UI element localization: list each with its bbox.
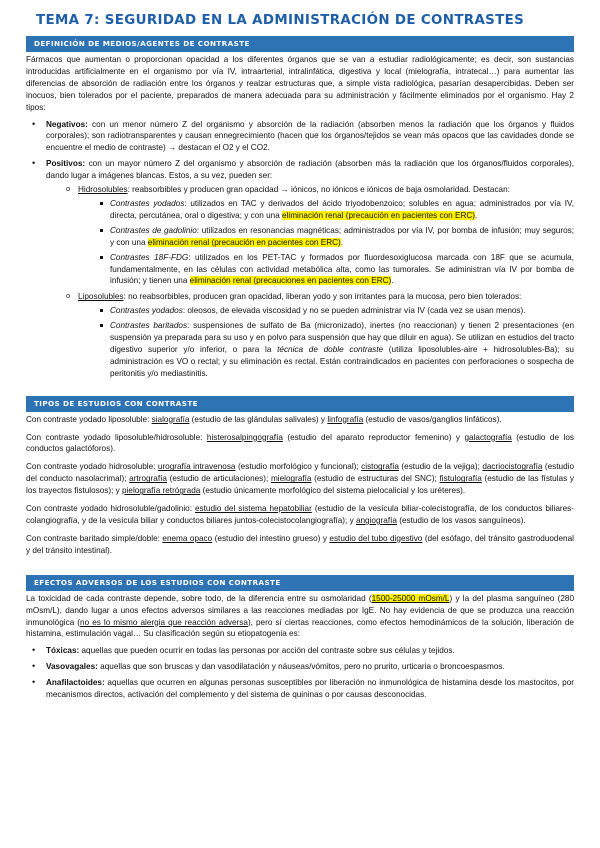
desc: (estudio de las glándulas salivales) y (189, 414, 328, 424)
desc: (estudio de la vejiga); (398, 462, 483, 472)
text-end: . (391, 276, 394, 286)
liposolubles-sublist (78, 305, 574, 379)
study-term: fistulografía (439, 474, 482, 484)
term: Contrastes yodados (110, 306, 183, 316)
term: Contrastes baritados (110, 321, 188, 331)
term-doble-contraste: técnica de doble contraste (277, 344, 384, 354)
page-title: TEMA 7: SEGURIDAD EN LA ADMINISTRACIÓN DE CONTRASTES (36, 13, 525, 28)
list-item (96, 252, 574, 288)
desc: (estudio morfológico y funcional); (235, 462, 362, 472)
text-end: . (340, 237, 344, 247)
highlight: eliminación renal (precaución en pacientes con ERC) (147, 237, 341, 247)
term: Contrastes de gadolinio (110, 225, 197, 235)
list-item (96, 225, 574, 249)
list-item (96, 305, 574, 317)
study-term: angiografía (355, 516, 397, 525)
text: : oleosos, de elevada viscosidad y no se pueden administrar vía IV (cada vez se usan menos). (182, 306, 526, 316)
term: Tóxicas: (46, 646, 80, 656)
highlight: eliminación renal (precaución en pacientes con ERC) (282, 210, 476, 220)
term: Vasovagales: (46, 662, 98, 672)
text: : utilizados en resonancias magnéticas; administrados por vía IV, por bomba de infusión; muy seguros; y con una (110, 225, 574, 247)
section-header-definicion: DEFINICIÓN DE MEDIOS/AGENTES DE CONTRASTE (26, 36, 574, 52)
study-paragraph (26, 461, 574, 497)
text-end: . (475, 210, 478, 220)
underlined-note: no es lo mismo alergia que reacción adversa (80, 617, 248, 627)
study-paragraph (26, 414, 574, 426)
list-item (26, 661, 574, 673)
text-hidrosolubles: : reabsorbibles y producen gran opacidad → iónicos, no iónicos e iónicos de baja osmolaridad. Destacan: (127, 185, 510, 195)
desc: (del esófago, del tránsito gastroduodenal y del tránsito intestinal). (26, 533, 574, 555)
desc: (estudio de estructuras del SNC); (311, 474, 440, 484)
positivos-sublist (46, 184, 574, 380)
hidrosolubles-sublist (78, 198, 574, 287)
study-paragraph (26, 432, 574, 456)
list-item-liposolubles (62, 291, 574, 379)
desc: (estudio del intestino grueso) y (212, 533, 330, 543)
list-item (96, 320, 574, 380)
study-term: galactografía (464, 432, 512, 442)
desc: (estudio de los vasos sanguíneos). (396, 516, 526, 525)
study-term: linfografía (327, 414, 364, 424)
lead: Con contraste yodado liposoluble/hidrosoluble: (26, 432, 207, 442)
desc: (estudio de las fístulas y los trayectos fistulosos); y (26, 474, 574, 496)
text: ), pero sí ciertas reacciones, como efectos hemodinámicos de la solución, liberación de histamina, estimulación vagal… Su clasificación según su etiopatogenia es: (26, 617, 574, 639)
section-header-tipos: TIPOS DE ESTUDIOS CON CONTRASTE (26, 396, 574, 412)
desc: (estudio de los conductos galactóforos). (26, 432, 574, 454)
study-term: dacriocistografía (482, 462, 543, 472)
study-term: sialografía (151, 414, 190, 424)
desc: (estudio de articulaciones); (166, 474, 271, 484)
text-negativos: con un menor número Z del organismo y absorción de la radiación (absorben menos la radiación que los órganos y fluidos corporales); son radiotransparentes y causan ennegrecimiento (hacen que los órganos/tejidos se vean más opacos que las cavidades donde se encuentre el medio de contraste) → destacan el O2 y el CO2. (46, 119, 574, 153)
lead: Con contraste yodado hidrosoluble: (26, 462, 158, 472)
text-positivos: con un mayor número Z del organismo y absorción de radiación (absorben más la radiación que los órganos/fluidos corporales), dando lugar a imágenes blancas. Estos, a su vez, pueden ser: (46, 159, 574, 181)
contrast-types-list (26, 119, 574, 380)
definition-paragraph: Fármacos que aumentan o proporcionan opacidad a los diferentes órganos que se van a estudiar radiológicamente; es decir, son sustancias introducidas artificialmente en el organismo por vía IV, intraarterial, intralinfática, digestiva y local (mielografía, intratecal…) para aumentar las diferencias de absorción de radiación entre los órganos y realzar estructuras que, a simple vista radiológica, pasarían desapercibidas. Deben ser inocuos, bien tolerados por el paciente, preparados de manera adecuada para su administración y fácilmente eliminados por el organismo. Hay 2 tipos: (26, 55, 574, 112)
desc: (estudio únicamente morfológico del sistema pielocalicial y los uréteres). (200, 486, 466, 496)
term-hidrosolubles: Hidrosolubles (78, 185, 128, 195)
term: Anafilactoides: (46, 678, 105, 688)
section-tipos (26, 396, 574, 557)
study-paragraph (26, 533, 574, 557)
study-term: urografía intravenosa (157, 462, 236, 472)
reactions-list (26, 645, 574, 701)
text: : utilizados en TAC y derivados del ácido triyodobenzoico; solubles en agua; administrados por vía IV, directa, percutánea, oral o digestiva; y con una (110, 198, 574, 220)
study-term: pielografía retrógrada (122, 486, 201, 496)
desc: (estudio de vasos/ganglios linfáticos). (363, 414, 502, 424)
study-term: estudio del sistema hepatobiliar (194, 504, 312, 514)
study-term: cistografía (361, 462, 399, 472)
desc: (estudio del aparato reproductor femenino) y (282, 432, 465, 442)
highlight: 1500-25000 mOsm/L (371, 593, 450, 603)
text: : suspensiones de sulfato de Ba (micronizado), inertes (no reaccionan) y tienen 2 presentaciones (en suspensión ya preparada para su uso y en polvo para suspensión que hay que diluir en agua). Se utilizan en estudios del tracto digestivo superior y/o inferior, o para la (110, 321, 575, 354)
term-positivos: Positivos: (46, 159, 86, 169)
study-term: artrografía (129, 474, 167, 484)
text: aquellas que ocurren en algunas personas susceptibles por liberación no inmunológica de histamina desde los mastocitos, por mecanismos directos, activación del complemento y del sistema de quininas o por causas desconocidas. (46, 678, 574, 700)
text: aquellas que pueden ocurrir en todas las personas por acción del contraste sobre sus células y tejidos. (79, 646, 455, 656)
list-item-hidrosolubles (62, 184, 574, 287)
text-liposolubles: : no reabsorbibles, producen gran opacidad, liberan yodo y son irritantes para la mucosa, pero bien tolerados: (123, 292, 522, 302)
list-item-negativos (26, 119, 574, 155)
study-term: estudio del tubo digestivo (329, 533, 423, 543)
study-term: mielografía (270, 474, 312, 484)
lead: Con contraste yodado hidrosoluble/gadolinio: (26, 504, 195, 514)
list-item (96, 198, 574, 222)
section-header-efectos: EFECTOS ADVERSOS DE LOS ESTUDIOS CON CONTRASTE (26, 575, 574, 591)
text: aquellas que son bruscas y dan vasodilatación y náuseas/vómitos, pero no prurito, urticaria o broncoespasmos. (97, 662, 505, 672)
term-negativos: Negativos: (46, 119, 88, 129)
list-item-positivos (26, 158, 574, 379)
term: Contrastes yodados (110, 198, 185, 208)
text: (utiliza liposolubles-aire + hidrosolubles-Ba); su administración es VO o rectal; y su eliminación es rectal. Están contraindicados en pacientes con perforaciones o sospecha de peritonitis y/o mediastinitis. (110, 344, 574, 378)
lead: Con contraste baritado simple/doble: (26, 533, 163, 543)
study-paragraph (26, 503, 574, 527)
desc: (estudio de la vesícula biliar-colecistografía, de los conductos biliares-colangiografía, y de la vesícula biliar y conductos biliares juntos-colecistocolangiografía); y (26, 504, 574, 525)
term: Contrastes 18F-FDG (110, 252, 189, 262)
text: La toxicidad de cada contraste depende, sobre todo, de la diferencia entre su osmolaridad ( (26, 593, 372, 603)
list-item (26, 677, 574, 701)
text: ) y la del plasma sanguíneo (280 mOsm/L), dando lugar a unos efectos adversos similares a las reacciones mediadas por IgE. No hay evidencia de que se produzca una reacción inmunológica ( (26, 593, 574, 627)
highlight: eliminación renal (precauciones en pacientes con ERC) (189, 276, 392, 286)
text: : utilizados en los PET-TAC y formados por fluordesoxiglucosa marcada con 18F que se acumula, fundamentalmente, en las células con actividad metabólica alta, como las tumorales. Se administran vía IV por bomba de infusión; y tienen una (110, 252, 575, 286)
term-liposolubles: Liposolubles (78, 292, 124, 302)
study-term: histerosalpingografía (206, 432, 283, 442)
study-term: enema opaco (162, 533, 213, 543)
desc: (estudio del conducto nasolacrimal); (26, 462, 575, 484)
effects-paragraph (26, 593, 574, 641)
list-item (26, 645, 574, 657)
lead: Con contraste yodado liposoluble: (26, 414, 152, 424)
